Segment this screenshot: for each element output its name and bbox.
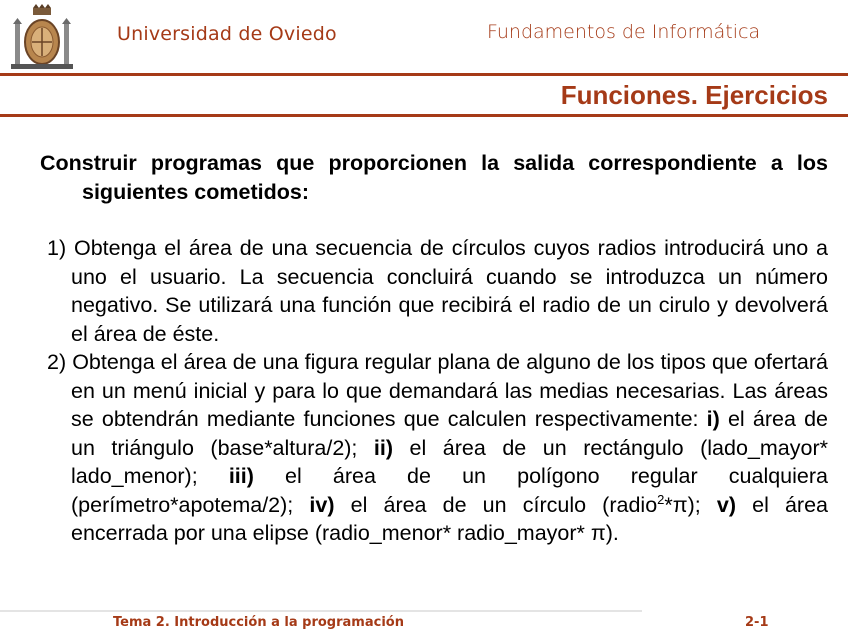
- footer-divider: [0, 610, 642, 612]
- exercise-item-2: [40, 348, 828, 548]
- title-divider: [0, 114, 848, 117]
- item2-text-3: el área de un polígono regular cualquiera (perímetro*apotema/2);: [71, 464, 828, 517]
- item2-text-1: el área de un triángulo (base*altura/2);: [71, 407, 828, 460]
- item2-marker-v: v): [716, 492, 736, 517]
- header-divider: [0, 73, 848, 76]
- slide-number: 2-1: [745, 615, 769, 630]
- university-crest-logo: [11, 4, 73, 70]
- item2-superscript: 2: [657, 491, 665, 507]
- item2-marker-iv: iv): [309, 492, 335, 517]
- exercise-item-1: 1) Obtenga el área de una secuencia de círculos cuyos radios introducirá uno a uno el usuario. La secuencia concluirá cuando se introduzca un número negativo. Se utilizará una función que recibirá el radio de un cirulo y devolverá el área de éste.: [47, 236, 828, 346]
- item2-text-5: *π);: [664, 492, 717, 517]
- exercise-intro: Construir programas que proporcionen la salida correspondiente a los siguientes cometidos:: [40, 151, 828, 204]
- item2-text-2: el área de un rectángulo (lado_mayor* lado_menor);: [71, 435, 828, 488]
- item2-marker-iii: iii): [228, 464, 254, 488]
- item2-text-a: 2) Obtenga el área de una figura regular plana de alguno de los tipos que ofertará en un menú inicial y para lo que demandará las medias necesarias. Las áreas se obtendrán mediante funciones que calculen respectivamente:: [47, 350, 828, 431]
- footer-topic: Tema 2. Introducción a la programación: [113, 615, 404, 630]
- item2-text-6: el área encerrada por una elipse (radio_menor* radio_mayor* π).: [71, 492, 829, 545]
- university-name: Universidad de Oviedo: [117, 23, 337, 45]
- slide-content: [40, 149, 828, 548]
- item2-text-4: el área de un círculo (radio: [334, 492, 658, 517]
- item2-marker-i: i): [706, 407, 720, 431]
- course-name: Fundamentos de Informática: [487, 21, 761, 43]
- slide-title: Funciones. Ejercicios: [560, 80, 828, 110]
- item2-marker-ii: ii): [373, 435, 394, 460]
